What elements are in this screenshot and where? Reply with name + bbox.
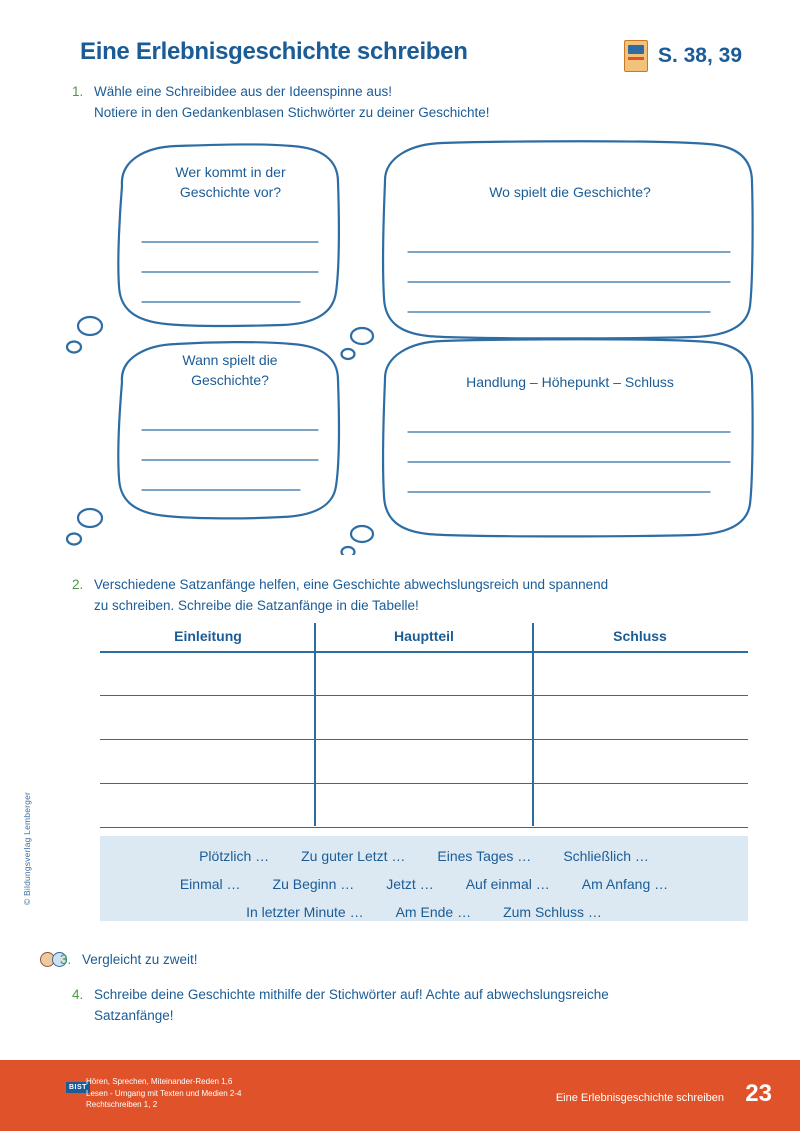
copyright-text: © Bildungsverlag Lemberger xyxy=(22,791,32,905)
word-chip: Eines Tages … xyxy=(437,848,532,864)
task-3 xyxy=(60,950,460,971)
table-header-row xyxy=(100,628,748,651)
table-row-line-2 xyxy=(100,739,748,740)
table-row-line-3 xyxy=(100,783,748,784)
page-title: Eine Erlebnisgeschichte schreiben xyxy=(80,38,468,65)
bubble-label-1-line-1: Wer kommt in der xyxy=(175,164,286,180)
page-reference-label: S. 38, 39 xyxy=(657,44,742,67)
task-1-line-1: Wähle eine Schreibidee aus der Ideenspinne aus! xyxy=(94,84,392,99)
word-chip: Zu Beginn … xyxy=(272,876,355,892)
table-header-hauptteil: Hauptteil xyxy=(394,628,454,644)
thought-bubbles-group xyxy=(60,130,760,555)
word-chip: Schließlich … xyxy=(563,848,649,864)
word-chip: Plötzlich … xyxy=(199,848,270,864)
competence-item: Rechtschreiben 1, 2 xyxy=(86,1100,158,1110)
bubble-label-1-line-2: Geschichte vor? xyxy=(179,184,282,201)
page-number: 23 xyxy=(745,1080,772,1107)
word-chip: Auf einmal … xyxy=(465,876,550,892)
bubble-label-4 xyxy=(420,372,720,392)
task-1 xyxy=(72,82,732,124)
task-2-line-1: Verschiedene Satzanfänge helfen, eine Geschichte abwechslungsreich und spannend xyxy=(94,577,609,592)
bubble-label-1 xyxy=(148,162,313,203)
bubble-label-3-line-2: Geschichte? xyxy=(191,372,269,389)
task-1-line-2: Notiere in den Gedankenblasen Stichwörter zu deiner Geschichte! xyxy=(94,104,490,120)
task-4-number: 4. xyxy=(72,987,84,1002)
competence-item: Hören, Sprechen, Miteinander-Reden 1,6 xyxy=(86,1077,233,1086)
page-spine xyxy=(0,0,38,1131)
table-top-rule xyxy=(100,651,748,653)
page-footer xyxy=(0,1060,800,1131)
word-chip: Zu guter Letzt … xyxy=(301,848,406,864)
word-chip: Am Anfang … xyxy=(581,876,669,892)
task-3-number: 3. xyxy=(60,952,72,967)
word-bank-box xyxy=(100,836,748,921)
page-reference xyxy=(624,40,742,72)
bubble-label-3-line-1: Wann spielt die xyxy=(182,352,278,368)
footer-title: Eine Erlebnisgeschichte schreiben xyxy=(555,1092,724,1104)
task-3-line-1: Vergleicht zu zweit! xyxy=(82,952,198,967)
word-chip: Einmal … xyxy=(179,876,241,892)
satzanfaenge-table xyxy=(100,628,748,826)
bubble-label-4-line-1: Handlung – Höhepunkt – Schluss xyxy=(466,374,674,390)
bist-badge: BIST xyxy=(66,1082,90,1093)
task-2 xyxy=(72,575,762,617)
table-body[interactable] xyxy=(100,651,748,826)
word-bank-row-3 xyxy=(100,898,748,926)
word-chip: Am Ende … xyxy=(395,904,472,920)
table-row-line-1 xyxy=(100,695,748,696)
book-icon xyxy=(624,40,648,72)
task-4-line-1: Schreibe deine Geschichte mithilfe der Stichwörter auf! Achte auf abwechslungsreiche xyxy=(94,987,609,1002)
word-chip: Zum Schluss … xyxy=(503,904,602,920)
competence-item: Lesen - Umgang mit Texten und Medien 2-4 xyxy=(86,1088,242,1098)
table-header-schluss: Schluss xyxy=(613,628,667,644)
bubble-label-3 xyxy=(150,350,310,391)
task-4-line-2: Satzanfänge! xyxy=(94,1007,174,1023)
competences-list xyxy=(86,1076,242,1111)
word-bank-row-2 xyxy=(100,870,748,898)
table-header-einleitung: Einleitung xyxy=(174,628,242,644)
task-2-number: 2. xyxy=(72,577,84,592)
bubble-label-2 xyxy=(445,182,695,202)
task-4 xyxy=(72,985,752,1027)
task-2-line-2: zu schreiben. Schreibe die Satzanfänge in die Tabelle! xyxy=(94,597,419,613)
word-bank-row-1 xyxy=(100,836,748,870)
word-chip: Jetzt … xyxy=(386,876,434,892)
table-column-divider-1 xyxy=(314,623,316,826)
table-column-divider-2 xyxy=(532,623,534,826)
table-row-line-4 xyxy=(100,827,748,828)
bubble-label-2-line-1: Wo spielt die Geschichte? xyxy=(489,184,651,200)
task-1-number: 1. xyxy=(72,84,84,99)
word-chip: In letzter Minute … xyxy=(246,904,364,920)
